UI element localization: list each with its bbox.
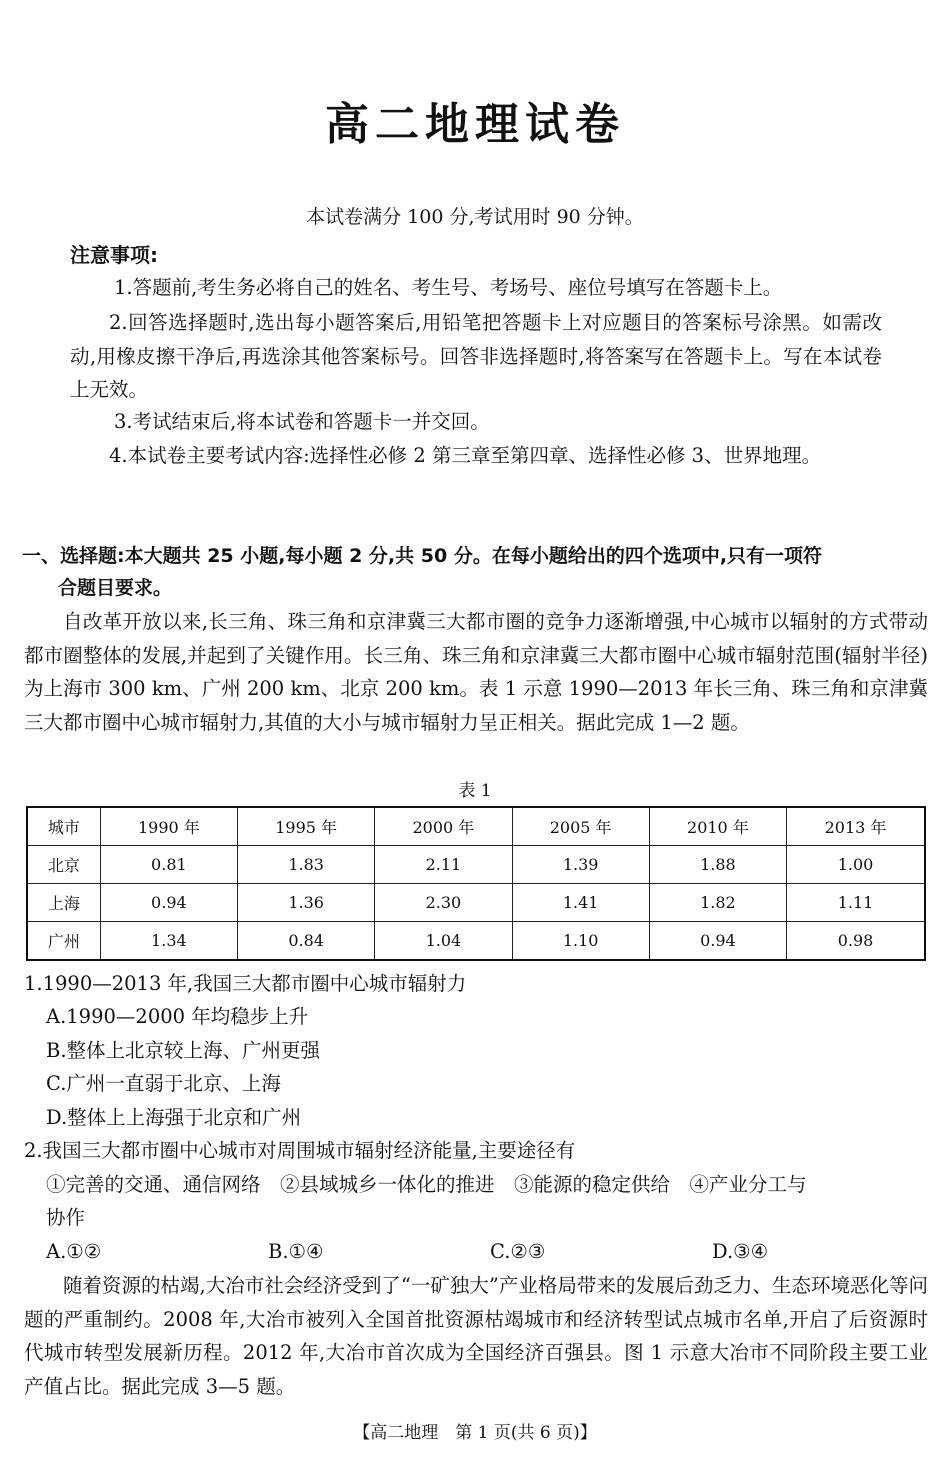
table-cell: 1.36 (238, 884, 375, 922)
table-cell: 1.82 (649, 884, 786, 922)
passage-1: 自改革开放以来,长三角、珠三角和京津冀三大都市圈的竞争力逐渐增强,中心城市以辐射的方式带动都市圈整体的发展,并起到了关键作用。长三角、珠三角和京津冀三大都市圈中心城市辐射范围(辐射半径)为上海市 300 km、广州 200 km、北京 200 km。表 1 示意 1990—2013 年长三角、珠三角和京津冀三大都市圈中心城市辐射力,其值的大小与城市辐射力呈正相关。据此完成 1—2 题。 (24, 610, 928, 734)
table-cell: 1.34 (100, 922, 237, 961)
table-cell: 北京 (27, 846, 100, 884)
table-cell: 1.00 (787, 846, 925, 884)
table-cell: 0.81 (100, 846, 237, 884)
table-header-cell: 2013 年 (787, 807, 925, 846)
question-2-option-b: B.①④ (268, 1240, 324, 1263)
table-cell: 2.30 (375, 884, 512, 922)
question-1-option-a: A.1990—2000 年均稳步上升 (46, 1005, 309, 1028)
table-cell: 2.11 (375, 846, 512, 884)
table-cell: 1.10 (512, 922, 649, 961)
question-2-stem: 2.我国三大都市圈中心城市对周围城市辐射经济能量,主要途径有 (24, 1139, 576, 1162)
table-cell: 0.84 (238, 922, 375, 961)
table-cell: 1.39 (512, 846, 649, 884)
table-cell: 0.98 (787, 922, 925, 961)
question-1-option-b: B.整体上北京较上海、广州更强 (46, 1039, 321, 1062)
table-header-cell: 2005 年 (512, 807, 649, 846)
table-row (27, 922, 925, 961)
question-1-option-d: D.整体上上海强于北京和广州 (46, 1106, 302, 1129)
section-heading: 一、选择题:本大题共 25 小题,每小题 2 分,共 50 分。在每小题给出的四个选项中,只有一项符 (22, 545, 823, 567)
table-cell: 1.83 (238, 846, 375, 884)
notice-item-2: 2.回答选择题时,选出每小题答案后,用铅笔把答题卡上对应题目的答案标号涂黑。如需改动,用橡皮擦干净后,再选涂其他答案标号。回答非选择题时,将答案写在答题卡上。写在本试卷上无效。 (70, 311, 882, 401)
exam-info: 本试卷满分 100 分,考试用时 90 分钟。 (306, 206, 644, 228)
page-footer: 【高二地理 第 1 页(共 6 页)】 (353, 1423, 597, 1443)
notice-item-4: 4.本试卷主要考试内容:选择性必修 2 第三章至第四章、选择性必修 3、世界地理。 (109, 444, 822, 467)
table-cell: 1.88 (649, 846, 786, 884)
table-header-cell: 2000 年 (375, 807, 512, 846)
question-2-choices: ①完善的交通、通信网络 ②县域城乡一体化的推进 ③能源的稳定供给 ④产业分工与 (46, 1173, 807, 1196)
table-cell: 1.41 (512, 884, 649, 922)
question-1-option-c: C.广州一直弱于北京、上海 (46, 1072, 281, 1095)
table-cell: 上海 (27, 884, 100, 922)
table-header-cell: 城市 (27, 807, 100, 846)
section-heading-cont: 合题目要求。 (58, 577, 173, 599)
table-header-cell: 1995 年 (238, 807, 375, 846)
question-2-option-c: C.②③ (490, 1240, 546, 1263)
notice-heading: 注意事项: (70, 243, 158, 267)
table-cell: 1.11 (787, 884, 925, 922)
table-cell: 1.04 (375, 922, 512, 961)
table-cell: 0.94 (100, 884, 237, 922)
table-row (27, 884, 925, 922)
question-2-option-d: D.③④ (712, 1240, 769, 1263)
table-cell: 广州 (27, 922, 100, 961)
table-header-cell: 2010 年 (649, 807, 786, 846)
question-2-option-a: A.①② (46, 1240, 102, 1263)
question-2-choices-cont: 协作 (46, 1206, 86, 1229)
radiation-table (26, 806, 926, 961)
passage-2: 随着资源的枯竭,大冶市社会经济受到了“一矿独大”产业格局带来的发展后劲乏力、生态环境恶化等问题的严重制约。2008 年,大冶市被列入全国首批资源枯竭城市和经济转型试点城市名单,开启了后资源时代城市转型发展新历程。2012 年,大冶市首次成为全国经济百强县。图 1 示意大冶市不同阶段主要工业产值占比。据此完成 3—5 题。 (24, 1274, 928, 1398)
table-row (27, 846, 925, 884)
table-caption: 表 1 (458, 781, 492, 801)
question-1-stem: 1.1990—2013 年,我国三大都市圈中心城市辐射力 (24, 972, 467, 995)
table-cell: 0.94 (649, 922, 786, 961)
table-header-row (27, 807, 925, 846)
table-header-cell: 1990 年 (100, 807, 237, 846)
notice-item-1: 1.答题前,考生务必将自己的姓名、考生号、考场号、座位号填写在答题卡上。 (114, 276, 783, 299)
notice-item-3: 3.考试结束后,将本试卷和答题卡一并交回。 (114, 410, 490, 433)
page-title: 高二地理试卷 (325, 99, 625, 150)
